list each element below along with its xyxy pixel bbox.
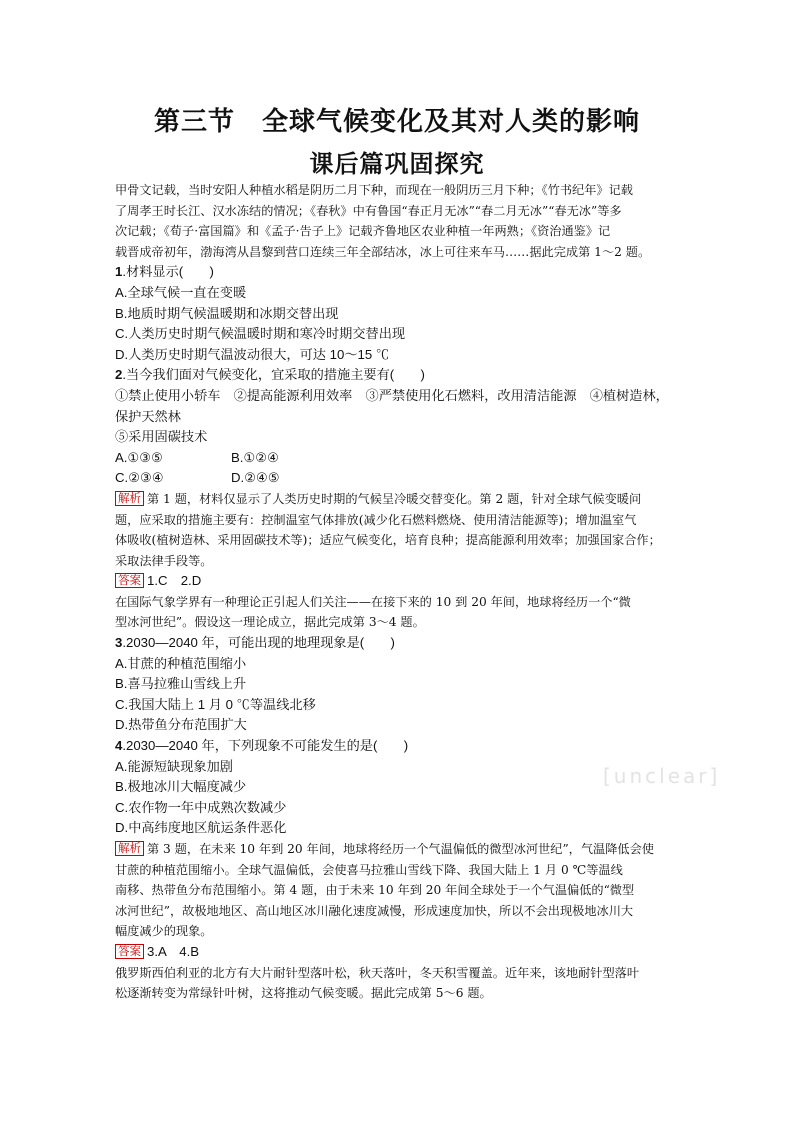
q3-option-d: D.热带鱼分布范围扩大: [115, 717, 247, 733]
q4-option-b: B.极地冰川大幅度减少: [115, 779, 247, 795]
q1-option-b: B.地质时期气候温暖期和冰期交替出现: [115, 305, 339, 321]
q2-items: ①禁止使用小轿车 ②提高能源利用效率 ③严禁使用化石燃料，改用清洁能源 ④植树造林，: [115, 387, 669, 403]
q1-option-c: C.人类历史时期气候温暖时期和寒冷时期交替出现: [115, 326, 406, 342]
q1-option-d: D.人类历史时期气温波动很大，可达 10～15 ℃: [115, 346, 390, 362]
q2-option-b: B.①②④: [231, 449, 279, 465]
analysis-2-line: 南移、热带鱼分布范围缩小。第 4 题，由于未来 10 年到 20 年间全球处于一个气温偏低的“微型: [115, 883, 635, 898]
passage-1-line: 了周孝王时长江、汉水冻结的情况；《春秋》中有鲁国“春正月无冰”“春二月无冰”“春无冰”等多: [115, 203, 622, 218]
q2-option-d: D.②④⑤: [231, 470, 280, 486]
analysis-tag: 解析: [115, 841, 144, 856]
question-number: 1: [115, 264, 123, 280]
passage-1-line: 甲骨文记载，当时安阳人种植水稻是阴历二月下种，而现在一般阴历三月下种；《竹书纪年》记载: [115, 183, 633, 197]
question-2-stem: [115, 365, 685, 386]
q3-option-b: B.喜马拉雅山雪线上升: [115, 676, 247, 692]
question-text: .2030—2040 年，下列现象不可能发生的是( ): [122, 738, 409, 754]
page-subtitle: 课后篇巩固探究: [309, 150, 485, 178]
question-4-stem: [115, 736, 685, 757]
q4-option-c: C.农作物一年中成熟次数减少: [115, 799, 287, 815]
answer-tag: 答案: [115, 944, 144, 959]
analysis-2-line: [115, 839, 685, 860]
question-text: .当今我们面对气候变化，宜采取的措施主要有( ): [122, 367, 425, 383]
passage-3-line: 松逐渐转变为常绿针叶树，这将推动气候变暖。据此完成第 5～6 题。: [115, 986, 492, 1001]
q2-options-row: [115, 448, 685, 469]
passage-1-line: 次记载；《荀子·富国篇》和《孟子·告子上》记载齐鲁地区农业种植一年两熟；《资治通鉴》记: [115, 224, 611, 239]
analysis-1-line: 体吸收(植树造林、采用固碳技术等)；适应气候变化，培育良种；提高能源利用效率；加强国家合作；: [115, 533, 661, 548]
answer-tag: 答案: [115, 573, 144, 588]
question-text: .材料显示( ): [122, 264, 214, 280]
analysis-1-line: [115, 489, 685, 510]
q3-option-c: C.我国大陆上 1 月 0 ℃等温线北移: [115, 696, 316, 712]
question-number: 2: [115, 367, 123, 383]
question-1-stem: [115, 262, 685, 283]
q2-items: 保护天然林: [115, 408, 181, 424]
passage-2-line: 型冰河世纪”。假设这一理论成立，据此完成第 3～4 题。: [115, 615, 425, 630]
analysis-2-line: 冰河世纪”，故极地地区、高山地区冰川融化速度减慢，形成速度加快，所以不会出现极地冰川大: [115, 903, 634, 918]
q1-option-a: A.全球气候一直在变暖: [115, 284, 247, 300]
answer-text: 1.C 2.D: [147, 573, 202, 589]
answer-text: 3.A 4.B: [147, 943, 200, 959]
answer-2-line: [115, 942, 685, 963]
analysis-2-line: 甘蔗的种植范围缩小。全球气温偏低，会使喜马拉雅山雪线下降、我国大陆上 1 月 0 ℃等温线: [115, 862, 623, 877]
document-body: [115, 180, 685, 1004]
analysis-1-line: 题，应采取的措施主要有：控制温室气体排放(减少化石燃料燃烧、使用清洁能源等)；增加温室气: [115, 512, 637, 527]
question-number: 4: [115, 738, 123, 754]
q2-options-row: [115, 468, 685, 489]
answer-1-line: [115, 571, 685, 592]
q3-option-a: A.甘蔗的种植范围缩小: [115, 655, 247, 671]
watermark: [unclear]: [603, 764, 721, 788]
question-number: 3: [115, 635, 123, 651]
q2-items: ⑤采用固碳技术: [115, 429, 208, 445]
q4-option-a: A.能源短缺现象加剧: [115, 758, 233, 774]
analysis-tag: 解析: [115, 491, 144, 506]
passage-1-line: 载晋成帝初年，渤海湾从昌黎到营口连续三年全部结冰，冰上可往来车马……据此完成第 1～2 题。: [115, 244, 651, 259]
passage-3-line: 俄罗斯西伯利亚的北方有大片耐针型落叶松，秋天落叶，冬天积雪覆盖。近年来，该地耐针型落叶: [115, 965, 640, 980]
analysis-2-line: 幅度减少的现象。: [115, 924, 213, 939]
q2-option-c: C.②③④: [115, 470, 164, 486]
q4-option-d: D.中高纬度地区航运条件恶化: [115, 820, 287, 836]
page-title: 第三节 全球气候变化及其对人类的影响: [153, 107, 640, 137]
analysis-1-line: 采取法律手段等。: [115, 553, 213, 568]
question-3-stem: [115, 633, 685, 654]
q2-option-a: A.①③⑤: [115, 449, 163, 465]
analysis-text: 第 1 题，材料仅显示了人类历史时期的气候呈冷暖交替变化。第 2 题，针对全球气候变暖问: [147, 491, 642, 506]
analysis-text: 第 3 题，在未来 10 年到 20 年间，地球将经历一个气温偏低的微型冰河世纪”，气温降低会使: [147, 842, 654, 856]
question-text: .2030—2040 年，可能出现的地理现象是( ): [122, 635, 395, 651]
passage-2-line: 在国际气象学界有一种理论正引起人们关注——在接下来的 10 到 20 年间，地球将经历一个“微: [115, 594, 631, 609]
